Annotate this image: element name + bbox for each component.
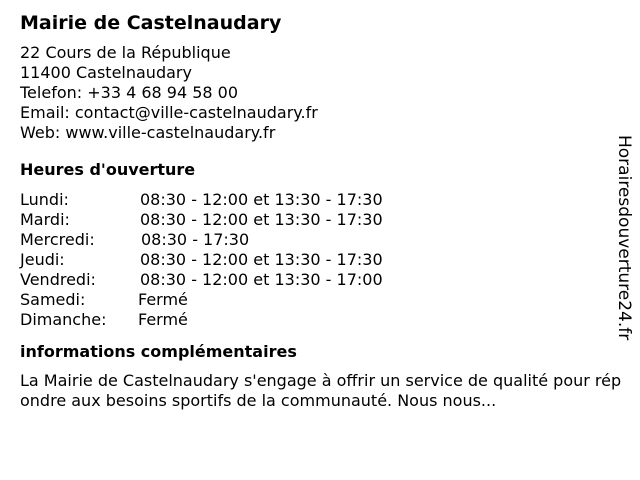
hours-time: Fermé [138,290,188,309]
hours-row-dimanche [20,310,620,330]
hours-day: Dimanche: [20,310,107,329]
address-city: 11400 Castelnaudary [20,63,192,82]
hours-row-mardi [20,210,620,230]
site-brand-label: Horairesdouverture24.fr [614,135,634,341]
business-card [20,10,620,411]
hours-day: Mercredi: [20,230,95,249]
hours-time: 08:30 - 12:00 et 13:30 - 17:00 [140,270,383,289]
address-block [20,43,620,143]
business-name: Mairie de Castelnaudary [20,12,282,34]
hours-day: Mardi: [20,210,70,229]
phone-line: Telefon: +33 4 68 94 58 00 [20,83,239,102]
hours-row-vendredi [20,270,620,290]
hours-time: 08:30 - 12:00 et 13:30 - 17:30 [140,210,383,229]
hours-time: 08:30 - 12:00 et 13:30 - 17:30 [140,250,383,269]
hours-row-lundi [20,190,620,210]
hours-day: Samedi: [20,290,86,309]
hours-time: 08:30 - 12:00 et 13:30 - 17:30 [140,190,383,209]
hours-day: Jeudi: [20,250,65,269]
hours-day: Lundi: [20,190,69,209]
email-line: Email: contact@ville-castelnaudary.fr [20,103,318,122]
hours-row-mercredi [20,230,620,250]
address-street: 22 Cours de la République [20,43,231,62]
hours-row-samedi [20,290,620,310]
hours-time: 08:30 - 17:30 [141,230,250,249]
hours-time: Fermé [138,310,188,329]
hours-title: Heures d'ouverture [20,160,196,179]
hours-day: Vendredi: [20,270,96,289]
hours-row-jeudi [20,250,620,270]
hours-table [20,190,620,330]
info-title: informations complémentaires [20,342,297,361]
info-description: La Mairie de Castelnaudary s'engage à offrir un service de qualité pour répondre aux besoins sportifs de la communauté. Nous nous... [20,371,622,410]
web-line: Web: www.ville-castelnaudary.fr [20,123,276,142]
